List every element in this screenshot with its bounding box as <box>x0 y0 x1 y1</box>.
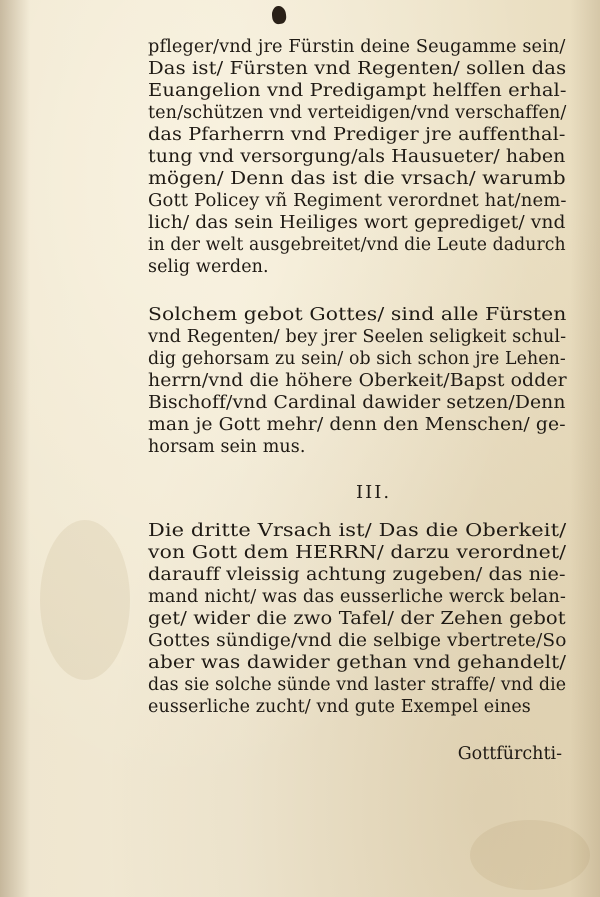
text-line: das Pfarherrn vnd Prediger jre auffenthal- <box>148 125 566 145</box>
paragraph-1 <box>148 36 566 278</box>
ornament-icon <box>271 5 287 24</box>
paper-stain <box>470 820 590 890</box>
text-line: herrn/vnd die höhere Oberkeit/Bapst odder <box>148 371 567 391</box>
text-line: lich/ das sein Heiliges wort geprediget/ vnd <box>148 213 566 233</box>
text-line: Das ist/ Fürsten vnd Regenten/ sollen das <box>148 59 567 79</box>
catchword: Gottfürchti- <box>457 744 562 764</box>
text-line: Solchem gebot Gottes/ sind alle Fürsten <box>148 305 567 325</box>
text-line: horsam sein mus. <box>148 437 306 457</box>
text-line: pfleger/vnd jre Fürstin deine Seugamme sein/ <box>148 37 566 57</box>
text-line: mand nicht/ was das eusserliche werck belan- <box>148 587 566 607</box>
text-line: aber was dawider gethan vnd gehandelt/ <box>148 653 567 673</box>
text-line: ten/schützen vnd verteidigen/vnd verschaffen/ <box>148 103 567 123</box>
text-line: vnd Regenten/ bey jrer Seelen seligkeit schul- <box>148 327 567 347</box>
text-line: darauff vleissig achtung zugeben/ das nie- <box>148 565 566 585</box>
section-number: III. <box>356 482 392 503</box>
text-line: von Gott dem HERRN/ darzu verordnet/ <box>148 543 567 563</box>
text-line: das sie solche sünde vnd laster straffe/ vnd die <box>148 675 567 695</box>
text-line: Gott Policey vñ Regiment verordnet hat/nem- <box>148 191 567 211</box>
text-line: Euangelion vnd Predigampt helffen erhal- <box>148 81 567 101</box>
text-line: mögen/ Denn das ist die vrsach/ warumb <box>148 169 566 189</box>
text-line: dig gehorsam zu sein/ ob sich schon jre Lehen- <box>148 349 566 369</box>
text-line: selig werden. <box>148 257 269 277</box>
text-line: tung vnd versorgung/als Hausueter/ haben <box>148 147 566 167</box>
page-gutter-shadow <box>0 0 30 897</box>
text-line: Die dritte Vrsach ist/ Das die Oberkeit/ <box>148 521 567 541</box>
paper-stain <box>40 520 130 680</box>
text-line: eusserliche zucht/ vnd gute Exempel eines <box>148 697 531 717</box>
text-line: Bischoff/vnd Cardinal dawider setzen/Denn <box>148 393 566 413</box>
text-line: get/ wider die zwo Tafel/ der Zehen gebot <box>148 609 566 629</box>
paragraph-3 <box>148 520 566 718</box>
paragraph-2 <box>148 304 566 458</box>
text-line: Gottes sündige/vnd die selbige vbertrete/So <box>148 631 567 651</box>
text-line: man je Gott mehr/ denn den Menschen/ ge- <box>148 415 566 435</box>
text-line: in der welt ausgebreitet/vnd die Leute dadurch <box>148 235 566 255</box>
